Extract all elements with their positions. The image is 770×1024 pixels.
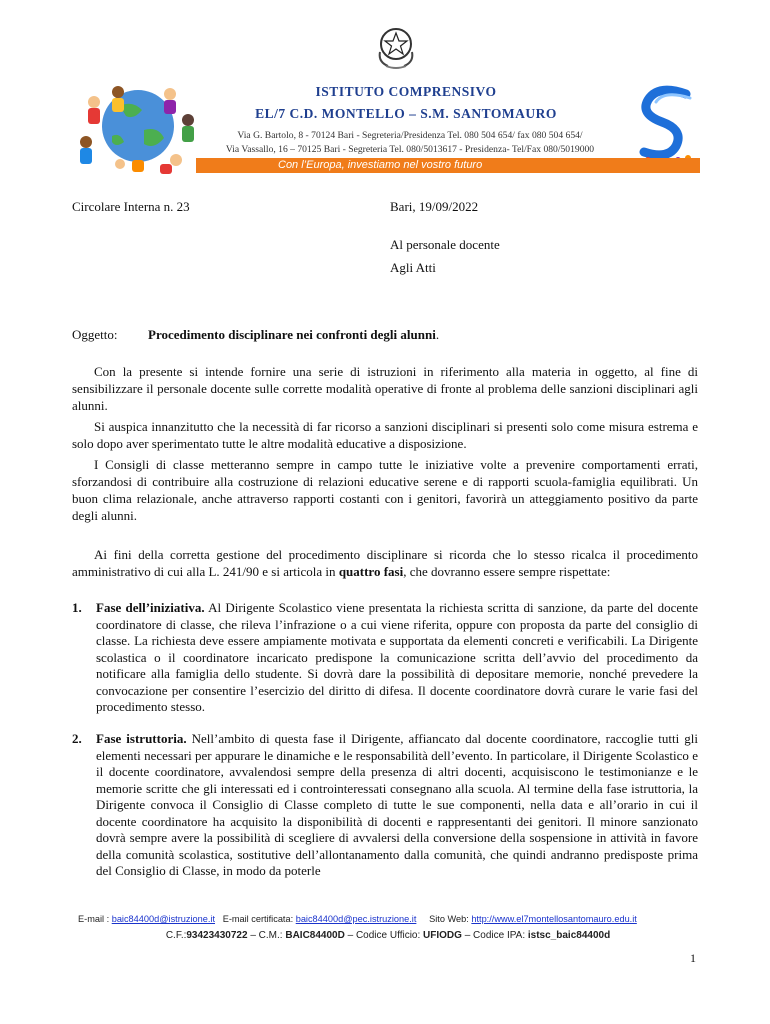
list-item-number: 2. — [72, 731, 82, 746]
email-label: E-mail : — [78, 914, 112, 924]
recipient-1: Al personale docente — [390, 237, 500, 252]
email-link[interactable]: baic84400d@istruzione.it — [111, 914, 216, 924]
circolare-number: Circolare Interna n. 23 — [72, 199, 190, 214]
place-date: Bari, 19/09/2022 — [390, 199, 479, 214]
cm-value: BAIC84400D — [285, 930, 345, 941]
ipa-label: – Codice IPA: — [461, 930, 528, 941]
list-item-title: Fase dell’iniziativa. — [96, 600, 205, 615]
paragraph-3: I Consigli di classe metteranno sempre in campo tutte le iniziative volte a prevenire comportamenti errati, sforzandosi di contribuire alla costruzione di relazioni educative serene e di rapporti scuola-famiglia equilibrati. Un buon clima relazionale, anche attraverso rapporti costanti con i genitori, favorirà un atteggiamento positivo da parte degli alunni. — [72, 457, 698, 523]
children-around-globe-logo — [72, 80, 202, 176]
cf-value: 93423430722 — [186, 930, 248, 941]
paragraph-4-end: , che dovranno essere sempre rispettate: — [403, 564, 611, 579]
cm-label: – C.M.: — [247, 930, 286, 941]
paragraph-4 — [72, 546, 698, 580]
school-name-line1: ISTITUTO COMPRENSIVO — [315, 84, 497, 99]
page-number: 1 — [690, 951, 696, 965]
pec-label: E-mail certificata: — [222, 914, 296, 924]
pec-link[interactable]: baic84400d@pec.istruzione.it — [295, 914, 417, 924]
list-item-title: Fase istruttoria. — [96, 731, 187, 746]
list-item — [72, 731, 698, 880]
list-item-number: 1. — [72, 600, 82, 615]
subject-label: Oggetto: — [72, 327, 118, 342]
motto-bar: Con l’Europa, investiamo nel vostro futuro — [196, 158, 700, 173]
cf-label: C.F.: — [165, 930, 187, 941]
paragraph-4-bold: quattro fasi — [338, 564, 404, 579]
subject — [148, 326, 439, 343]
paragraph-2: Si auspica innanzitutto che la necessità di far ricorso a sanzioni disciplinari si presenti solo come misura estrema e solo dopo aver sperimentato tutte le altre modalità educative a disposizione. — [72, 419, 698, 451]
list-item-text: Nell’ambito di questa fase il Dirigente, affiancato dal docente coordinatore, raccoglie tutti gli elementi necessari per appurare le dinamiche e le responsabilità dell’evento. In particolare, il Dirigente Scolastico e il docente coordinatore, avvalendosi sempre della presenza di altri docenti, acquisiscono le testimonianze e le memorie scritte che gli interessati ed i controinteressati consegnano alla scuola. Al termine della fase istruttoria, la Dirigente convoca il Consiglio di Classe completo di tutte le sue componenti, nella data e all’orario in cui il docente coordinatore ha acquisito la disponibilità di docenti e rappresentanti dei genitori. Il minore sanzionato dovrà sempre avere la possibilità di scegliere di avvalersi della conversione della sospensione in attività in favore della comunità scolastica, sostitutive dell’allontanamento dalla comunità, che quindi andranno predisposte prima del Consiglio di Classe, in modo da poterle — [96, 731, 698, 878]
paragraph-1: Con la presente si intende fornire una serie di istruzioni in riferimento alla materia in oggetto, al fine di sensibilizzare il personale docente sulle corrette modalità operative di fronte al problema delle sanzioni disciplinari agli alunni. — [72, 364, 698, 413]
footer-codes — [78, 930, 698, 941]
uff-label: – Codice Ufficio: — [344, 930, 424, 941]
list-item-text: Al Dirigente Scolastico viene presentata la richiesta scritta di sanzione, da parte del docente coordinatore di classe, che rileva l’infrazione o a cui viene riferita, oppure con proposta da parte del consiglio di classe. La richiesta deve essere ampiamente motivata e supportata da elementi concreti e verificabili. La Dirigente scolastica o il coordinatore incaricato predispone la comunicazione scritta dell’avvio del procedimento da notificare alla famiglia dello studente. Si dovrà dare la possibilità di depositare memorie, nonché prevedere la convocazione per consentire l’esercizio del diritto di difesa. Il docente coordinatore dovrà curare le varie fasi del procedimento stesso. — [96, 600, 698, 714]
list-item — [72, 600, 698, 716]
ipa-value: istsc_baic84400d — [527, 930, 611, 941]
footer-contacts — [78, 914, 698, 924]
paragraph-4-start: Ai fini della corretta gestione del procedimento disciplinare si ricorda che lo stesso ricalca il procedimento amministrativo di cui alla L. 241/90 e si articola in — [72, 547, 698, 579]
recipient-2: Agli Atti — [390, 260, 436, 275]
school-s-logo — [628, 82, 708, 168]
website-link[interactable]: http://www.el7montellosantomauro.edu.it — [471, 914, 637, 924]
web-label: Sito Web: — [429, 914, 472, 924]
address-line2: Via Vassallo, 16 – 70125 Bari - Segreteria Tel. 080/5013617 - Presidenza- Tel/Fax 080/5019000 — [225, 144, 595, 155]
school-name-line2: EL/7 C.D. MONTELLO – S.M. SANTOMAURO — [255, 106, 557, 121]
subject-text: Procedimento disciplinare nei confronti degli alunni — [148, 327, 436, 342]
uff-value: UFIODG — [423, 930, 462, 941]
address-line1: Via G. Bartolo, 8 - 70124 Bari - Segreteria/Presidenza Tel. 080 504 654/ fax 080 504 654/ — [237, 130, 583, 141]
italian-republic-emblem-icon — [374, 22, 418, 72]
subject-end: . — [435, 327, 440, 342]
